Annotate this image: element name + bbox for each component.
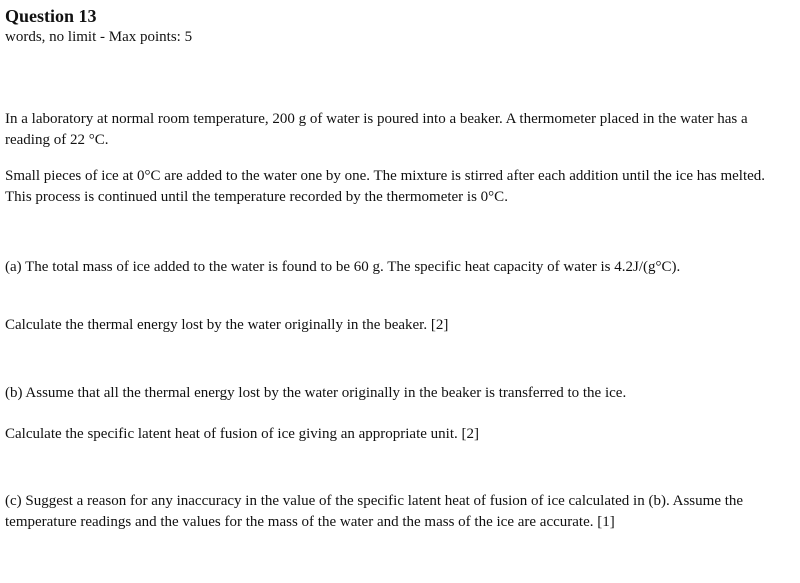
- part-b-statement: (b) Assume that all the thermal energy lost by the water originally in the beaker is transferred to the ice.: [5, 385, 627, 401]
- question-title: Question 13: [5, 6, 97, 26]
- part-a-task: Calculate the thermal energy lost by the water originally in the beaker. [2]: [5, 317, 449, 333]
- question-meta: words, no limit - Max points: 5: [5, 29, 193, 45]
- intro-paragraph-1: In a laboratory at normal room temperature, 200 g of water is poured into a beaker. A thermometer placed in the water has a reading of 22 °C.: [5, 111, 748, 148]
- part-b-task: Calculate the specific latent heat of fusion of ice giving an appropriate unit. [2]: [5, 426, 479, 442]
- part-c-task: (c) Suggest a reason for any inaccuracy in the value of the specific latent heat of fusion of ice calculated in (b). Assume the temperature readings and the values for the mass of the water and the mass of the ice are accurate. [1]: [5, 493, 744, 530]
- part-a-statement: (a) The total mass of ice added to the water is found to be 60 g. The specific heat capacity of water is 4.2J/(g°C).: [5, 259, 681, 275]
- intro-paragraph-2: Small pieces of ice at 0°C are added to the water one by one. The mixture is stirred after each addition until the ice has melted. This process is continued until the temperature recorded by the thermometer is 0°C.: [5, 168, 766, 205]
